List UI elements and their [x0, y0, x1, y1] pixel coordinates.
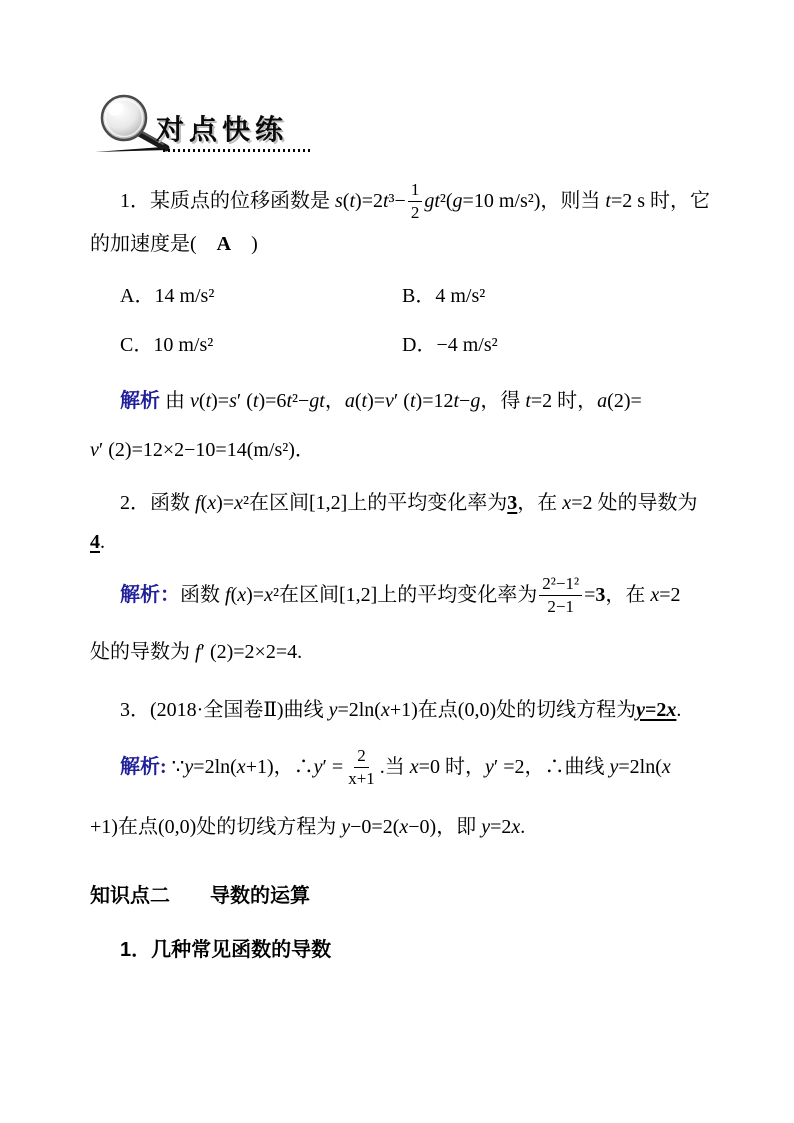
text-segment: x — [380, 699, 390, 721]
q2-analysis-line2 — [90, 642, 302, 662]
text-segment: 解析： — [120, 584, 180, 606]
text-segment: ( — [200, 492, 208, 514]
text-segment: v — [90, 439, 99, 461]
text-segment: =10 m/s²)，则当 — [462, 190, 606, 212]
text-segment: ，在 — [517, 492, 563, 514]
text-segment: =2 — [645, 699, 667, 721]
text-segment: g — [470, 390, 481, 412]
q1-analysis-line2 — [90, 440, 315, 460]
q1-analysis-line1 — [120, 391, 642, 411]
text-segment: =2 — [659, 584, 681, 606]
text-segment: )= — [246, 584, 265, 606]
text-segment: x — [650, 584, 660, 606]
text-segment: 解析: — [120, 756, 167, 778]
text-segment: 知识点二 — [90, 885, 170, 907]
text-segment: ′ ( — [236, 390, 253, 412]
text-segment: . — [520, 816, 526, 838]
text-segment: 3 — [595, 584, 606, 606]
text-segment: =2 s 时，它 — [610, 190, 711, 212]
text-segment: x — [666, 699, 677, 721]
text-segment: 的加速度是( — [90, 233, 217, 255]
text-segment: ， — [324, 390, 345, 412]
text-segment: y — [184, 756, 194, 778]
text-segment: =2 处的导数为 — [571, 492, 698, 514]
text-segment: ²( — [439, 190, 453, 212]
text-segment: . — [676, 699, 682, 721]
text-segment: ³− — [388, 190, 406, 212]
text-segment: −0)，即 — [408, 816, 482, 838]
knowledge-point-heading — [90, 886, 310, 906]
inline-fraction: $\frac{\text{2²−1²}}{2-1}$ — [539, 574, 582, 616]
text-segment: y — [609, 756, 619, 778]
text-segment: x — [562, 492, 572, 514]
text-segment: t — [409, 390, 416, 412]
q3-analysis-line1 — [120, 745, 671, 788]
text-segment: g — [452, 190, 463, 212]
q1-option-d — [402, 335, 498, 355]
q3-line — [120, 700, 681, 720]
text-segment: t — [525, 390, 531, 412]
text-segment: x — [661, 756, 671, 778]
text-segment: a — [597, 390, 608, 412]
text-segment: =2ln( — [193, 756, 237, 778]
text-segment: ( — [342, 190, 350, 212]
q2-line1 — [120, 493, 697, 513]
inline-fraction: $\frac{1}{2}$ — [408, 180, 423, 222]
text-segment: ²− — [292, 390, 310, 412]
subheading-common-derivatives — [120, 940, 331, 960]
text-segment: )=2 — [355, 190, 383, 212]
text-segment: 导数的运算 — [210, 885, 310, 907]
text-segment: C．10 m/s² — [120, 334, 214, 356]
text-segment: y — [328, 699, 338, 721]
text-segment: ( — [354, 390, 362, 412]
text-segment: )=12 — [415, 390, 454, 412]
text-segment: y — [481, 816, 491, 838]
text-segment: y — [313, 756, 323, 778]
text-segment: ′ (2)=12×2−10=14(m/s²)． — [98, 439, 315, 461]
text-segment: . — [100, 531, 105, 553]
text-segment: B．4 m/s² — [402, 285, 486, 307]
text-segment: ′ = — [322, 756, 344, 778]
text-segment: 1．几种常见函数的导数 — [120, 939, 332, 961]
text-segment: t — [605, 190, 611, 212]
q2-line2 — [90, 532, 105, 552]
text-segment: t — [361, 390, 368, 412]
text-segment: .当 — [379, 756, 410, 778]
text-segment: t — [349, 190, 356, 212]
text-segment: 3 — [507, 492, 518, 514]
text-segment: s — [229, 390, 237, 412]
text-segment: s — [335, 190, 343, 212]
text-segment: (2)= — [607, 390, 642, 412]
text-segment: =2 — [490, 816, 512, 838]
text-segment: )= — [211, 390, 230, 412]
text-segment: 处的导数为 — [90, 641, 195, 663]
text-segment: y — [341, 816, 351, 838]
text-segment: t — [252, 390, 259, 412]
text-segment: +1)在点(0,0)处的切线方程为 — [389, 699, 637, 721]
text-segment: ²在区间[1,2]上的平均变化率为 — [242, 492, 508, 514]
text-segment: f — [195, 492, 201, 514]
inline-fraction: $\frac{2}{x+1}$ — [348, 745, 375, 788]
text-segment: t — [286, 390, 292, 412]
text-segment: )=6 — [258, 390, 287, 412]
text-segment: +1)，∴ — [245, 756, 314, 778]
text-segment: x — [236, 756, 246, 778]
text-segment: ²在区间[1,2]上的平均变化率为 — [272, 584, 538, 606]
text-segment: a — [344, 390, 355, 412]
text-segment: y — [636, 699, 646, 721]
text-segment: ′ (2)=2×2=4. — [200, 641, 303, 663]
text-segment: A — [216, 233, 232, 255]
text-segment: =2ln( — [337, 699, 381, 721]
text-segment: 2．函数 — [120, 492, 195, 514]
q1-option-b — [402, 286, 485, 306]
text-segment: − — [459, 390, 471, 412]
text-segment: t — [453, 390, 460, 412]
text-segment: A．14 m/s² — [120, 285, 215, 307]
text-segment: =2ln( — [618, 756, 662, 778]
text-segment: 函数 — [180, 584, 225, 606]
text-segment: t — [382, 190, 389, 212]
q1-option-c — [120, 335, 213, 355]
banner-title: 对点快练 — [156, 114, 289, 145]
text-segment: y — [484, 756, 494, 778]
q1-line2 — [90, 234, 258, 254]
text-segment: =2 时， — [530, 390, 598, 412]
text-segment: v — [385, 390, 394, 412]
text-segment: x — [409, 756, 419, 778]
q1-option-a — [120, 286, 214, 306]
text-segment: ( — [230, 584, 238, 606]
text-segment: ′ ( — [393, 390, 410, 412]
text-segment: =0 时， — [418, 756, 485, 778]
text-segment: f — [195, 641, 201, 663]
text-segment: = — [584, 584, 596, 606]
text-segment: t — [205, 390, 212, 412]
text-segment: v — [190, 390, 199, 412]
text-segment: )= — [216, 492, 235, 514]
text-segment: x — [207, 492, 217, 514]
text-segment: f — [225, 584, 231, 606]
text-segment: ) — [231, 233, 258, 255]
text-segment: ，得 — [480, 390, 526, 412]
text-segment: gt — [309, 390, 325, 412]
text-segment: gt — [424, 190, 440, 212]
text-segment: )= — [367, 390, 386, 412]
q3-analysis-line2 — [90, 817, 525, 837]
text-segment — [170, 886, 210, 906]
text-segment: ( — [198, 390, 206, 412]
text-segment: ′ =2，∴曲线 — [493, 756, 610, 778]
text-segment: x — [234, 492, 243, 514]
text-segment: 3．(2018·全国卷Ⅱ)曲线 — [120, 699, 329, 721]
text-segment: x — [264, 584, 273, 606]
text-segment: +1)在点(0,0)处的切线方程为 — [90, 816, 342, 838]
text-segment: 解析 — [120, 390, 160, 412]
text-segment: 由 — [160, 390, 190, 412]
text-segment: x — [399, 816, 409, 838]
banner-dotted-rule — [163, 149, 313, 152]
text-segment: x — [237, 584, 247, 606]
text-segment: ，在 — [605, 584, 651, 606]
text-segment: x — [511, 816, 521, 838]
text-segment: D．−4 m/s² — [402, 334, 498, 356]
text-segment: ∵ — [166, 756, 185, 778]
text-segment: −0=2( — [350, 816, 400, 838]
text-segment: 1．某质点的位移函数是 — [120, 190, 335, 212]
q1-line1 — [120, 179, 711, 222]
text-segment: 4 — [90, 531, 100, 553]
q2-analysis-line1 — [120, 573, 681, 616]
